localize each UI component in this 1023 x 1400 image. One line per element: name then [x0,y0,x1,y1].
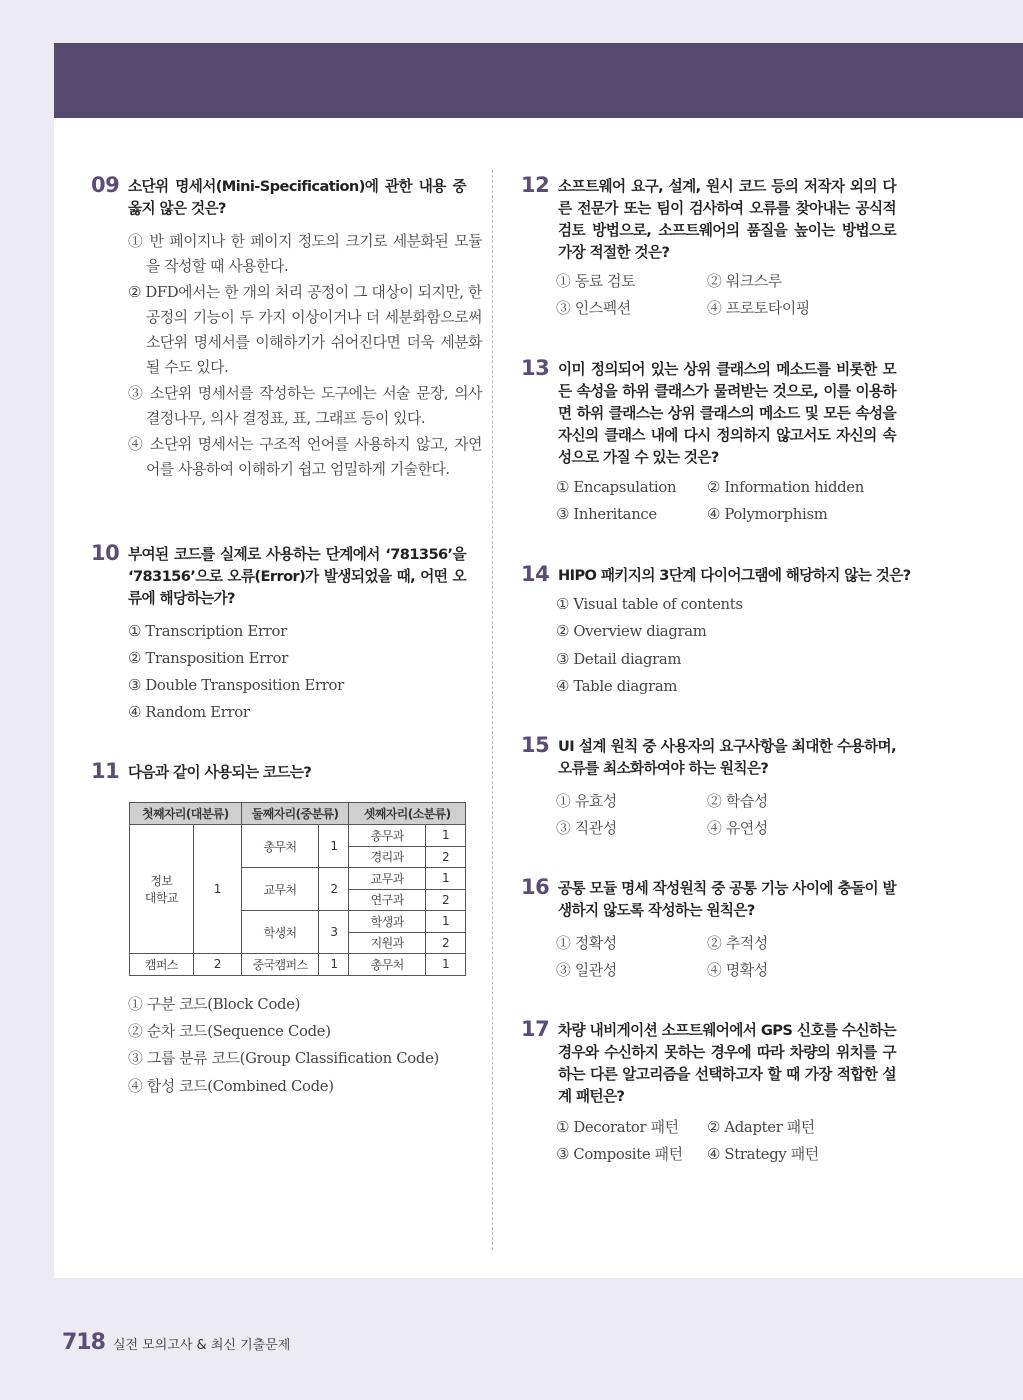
table-cell: 총무처 [241,825,319,868]
table-cell: 교무과 [349,868,426,890]
option-2: ② DFD에서는 한 개의 처리 공정이 그 대상이 되지만, 한 공정의 기능이 두 가지 이상이거나 더 세분화함으로써 소단위 명세서를 이해하기가 쉬어진다면 더욱 세분화될 수도 있다. [128,284,482,376]
option-2: ② 순차 코드(Sequence Code) [128,1023,331,1040]
table-cell: 2 [426,889,466,911]
table-row [130,954,466,976]
page-number: 718 [62,1330,105,1355]
option-2: ② 워크스루 [707,273,782,290]
option-1: ① Encapsulation [556,479,677,496]
option-3: ③ 소단위 명세서를 작성하는 도구에는 서술 문장, 의사결정나무, 의사 결정표, 표, 그래프 등이 있다. [128,385,482,427]
option-1: ① Transcription Error [128,623,287,640]
table-cell: 2 [193,954,241,976]
option-2: ② 학습성 [707,793,768,810]
table-row [130,825,466,847]
table-cell: 2 [426,846,466,868]
question-number: 15 [521,733,550,757]
table-header-row [130,803,466,825]
table-cell: 1 [426,868,466,890]
option-3: ③ 인스펙션 [556,300,631,317]
table-cell: 2 [426,932,466,954]
option-2: ② Information hidden [707,479,864,496]
question-17 [521,1017,896,1110]
table-cell: 1 [193,825,241,954]
option-4: ④ Polymorphism [707,506,828,523]
table-cell: 학생과 [349,911,426,933]
question-11 [91,759,466,786]
question-text: UI 설계 원칙 중 사용자의 요구사항을 최대한 수용하며, 오류를 최소화하여야 하는 원칙은? [558,738,896,777]
option-2: ② Overview diagram [556,623,707,640]
question-number: 14 [521,562,550,586]
table-cell-university [130,825,194,954]
table-cell: 중국캠퍼스 [241,954,319,976]
question-text: 부여된 코드를 실제로 사용하는 단계에서 ‘781356’을 ‘783156’으로 오류(Error)가 발생되었을 때, 어떤 오류에 해당하는가? [128,546,466,607]
table-cell: 1 [319,825,349,868]
table-cell: 3 [319,911,349,954]
question-text: 소프트웨어 요구, 설계, 원시 코드 등의 저작자 외의 다른 전문가 또는 팀이 검사하여 오류를 찾아내는 공식적 검토 방법으로, 소프트웨어의 품질을 높이는 방법으로 가장 적절한 것은? [558,178,896,261]
question-text: HIPO 패키지의 3단계 다이어그램에 해당하지 않는 것은? [558,567,911,584]
table-header: 첫째자리(대분류) [130,803,242,825]
question-text: 이미 정의되어 있는 상위 클래스의 메소드를 비롯한 모든 속성을 하위 클래스가 물려받는 것으로, 이를 이용하면 하위 클래스는 상위 클래스의 메소드 및 모든 속성을 자신의 클래스 내에 다시 정의하지 않고서도 자신의 속성으로 가질 수 있는 것은? [558,361,896,466]
table-cell: 1 [426,954,466,976]
option-4: ④ 명확성 [707,962,768,979]
table-cell: 총무처 [349,954,426,976]
question-text: 공통 모듈 명세 작성원칙 중 공통 기능 사이에 충돌이 발생하지 않도록 작성하는 원칙은? [558,880,896,919]
option-4: ④ 프로토타이핑 [707,300,810,317]
table-cell: 1 [426,825,466,847]
option-4: ④ Strategy 패턴 [707,1146,819,1163]
question-number: 10 [91,541,120,565]
university-name-line1: 정보 [150,874,173,888]
option-1: ① 정확성 [556,935,617,952]
question-16 [521,875,896,924]
question-number: 12 [521,173,550,197]
option-4: ④ 유연성 [707,820,768,837]
question-text: 소단위 명세서(Mini-Specification)에 관한 내용 중 옳지 않은 것은? [128,178,466,217]
table-cell: 총무과 [349,825,426,847]
option-3: ③ 일관성 [556,962,617,979]
option-1: ① 반 페이지나 한 페이지 정도의 크기로 세분화된 모듈을 작성할 때 사용한다. [128,233,482,275]
table-header: 둘째자리(중분류) [241,803,349,825]
option-3: ③ Detail diagram [556,651,682,668]
header-band [54,43,1023,118]
table-cell: 연구과 [349,889,426,911]
question-number: 09 [91,173,120,197]
table-cell: 학생처 [241,911,319,954]
question-10 [91,541,466,610]
option-3: ③ Inheritance [556,506,657,523]
option-1: ① 동료 검토 [556,273,636,290]
table-header: 셋째자리(소분류) [349,803,466,825]
option-4: ④ 소단위 명세서는 구조적 언어를 사용하지 않고, 자연어를 사용하여 이해하기 쉽고 엄밀하게 기술한다. [128,436,482,478]
option-3: ③ Double Transposition Error [128,677,344,694]
question-13 [521,356,896,469]
code-table [129,802,466,976]
page-footer [62,1330,290,1355]
question-number: 11 [91,759,120,783]
column-divider [492,170,493,1250]
question-text: 다음과 같이 사용되는 코드는? [128,764,312,781]
table-cell: 1 [426,911,466,933]
option-3: ③ Composite 패턴 [556,1146,683,1163]
question-15 [521,733,896,782]
option-2: ② Adapter 패턴 [707,1119,815,1136]
question-12 [521,173,896,266]
footer-title: 실전 모의고사 & 최신 기출문제 [112,1338,291,1353]
option-2: ② Transposition Error [128,650,289,667]
option-2: ② 추적성 [707,935,768,952]
table-cell: 경리과 [349,846,426,868]
option-1: ① Visual table of contents [556,596,743,613]
table-cell: 캠퍼스 [130,954,194,976]
table-cell: 지원과 [349,932,426,954]
question-14 [521,562,911,589]
option-1: ① Decorator 패턴 [556,1119,679,1136]
table-cell: 1 [319,954,349,976]
option-4: ④ 합성 코드(Combined Code) [128,1078,334,1095]
option-3: ③ 그룹 분류 코드(Group Classification Code) [128,1050,440,1067]
option-4: ④ Random Error [128,704,250,721]
university-name-line2: 대학교 [144,891,178,905]
question-number: 16 [521,875,550,899]
option-4: ④ Table diagram [556,678,678,695]
table-cell: 교무처 [241,868,319,911]
option-3: ③ 직관성 [556,820,617,837]
table-cell: 2 [319,868,349,911]
question-number: 17 [521,1017,550,1041]
question-number: 13 [521,356,550,380]
option-1: ① 유효성 [556,793,617,810]
question-09 [91,173,466,236]
question-text: 차량 내비게이션 소프트웨어에서 GPS 신호를 수신하는 경우와 수신하지 못하는 경우에 따라 차량의 위치를 구하는 다른 알고리즘을 선택하고자 할 때 가장 적합한 설계 패턴은? [558,1022,896,1105]
option-1: ① 구분 코드(Block Code) [128,996,301,1013]
